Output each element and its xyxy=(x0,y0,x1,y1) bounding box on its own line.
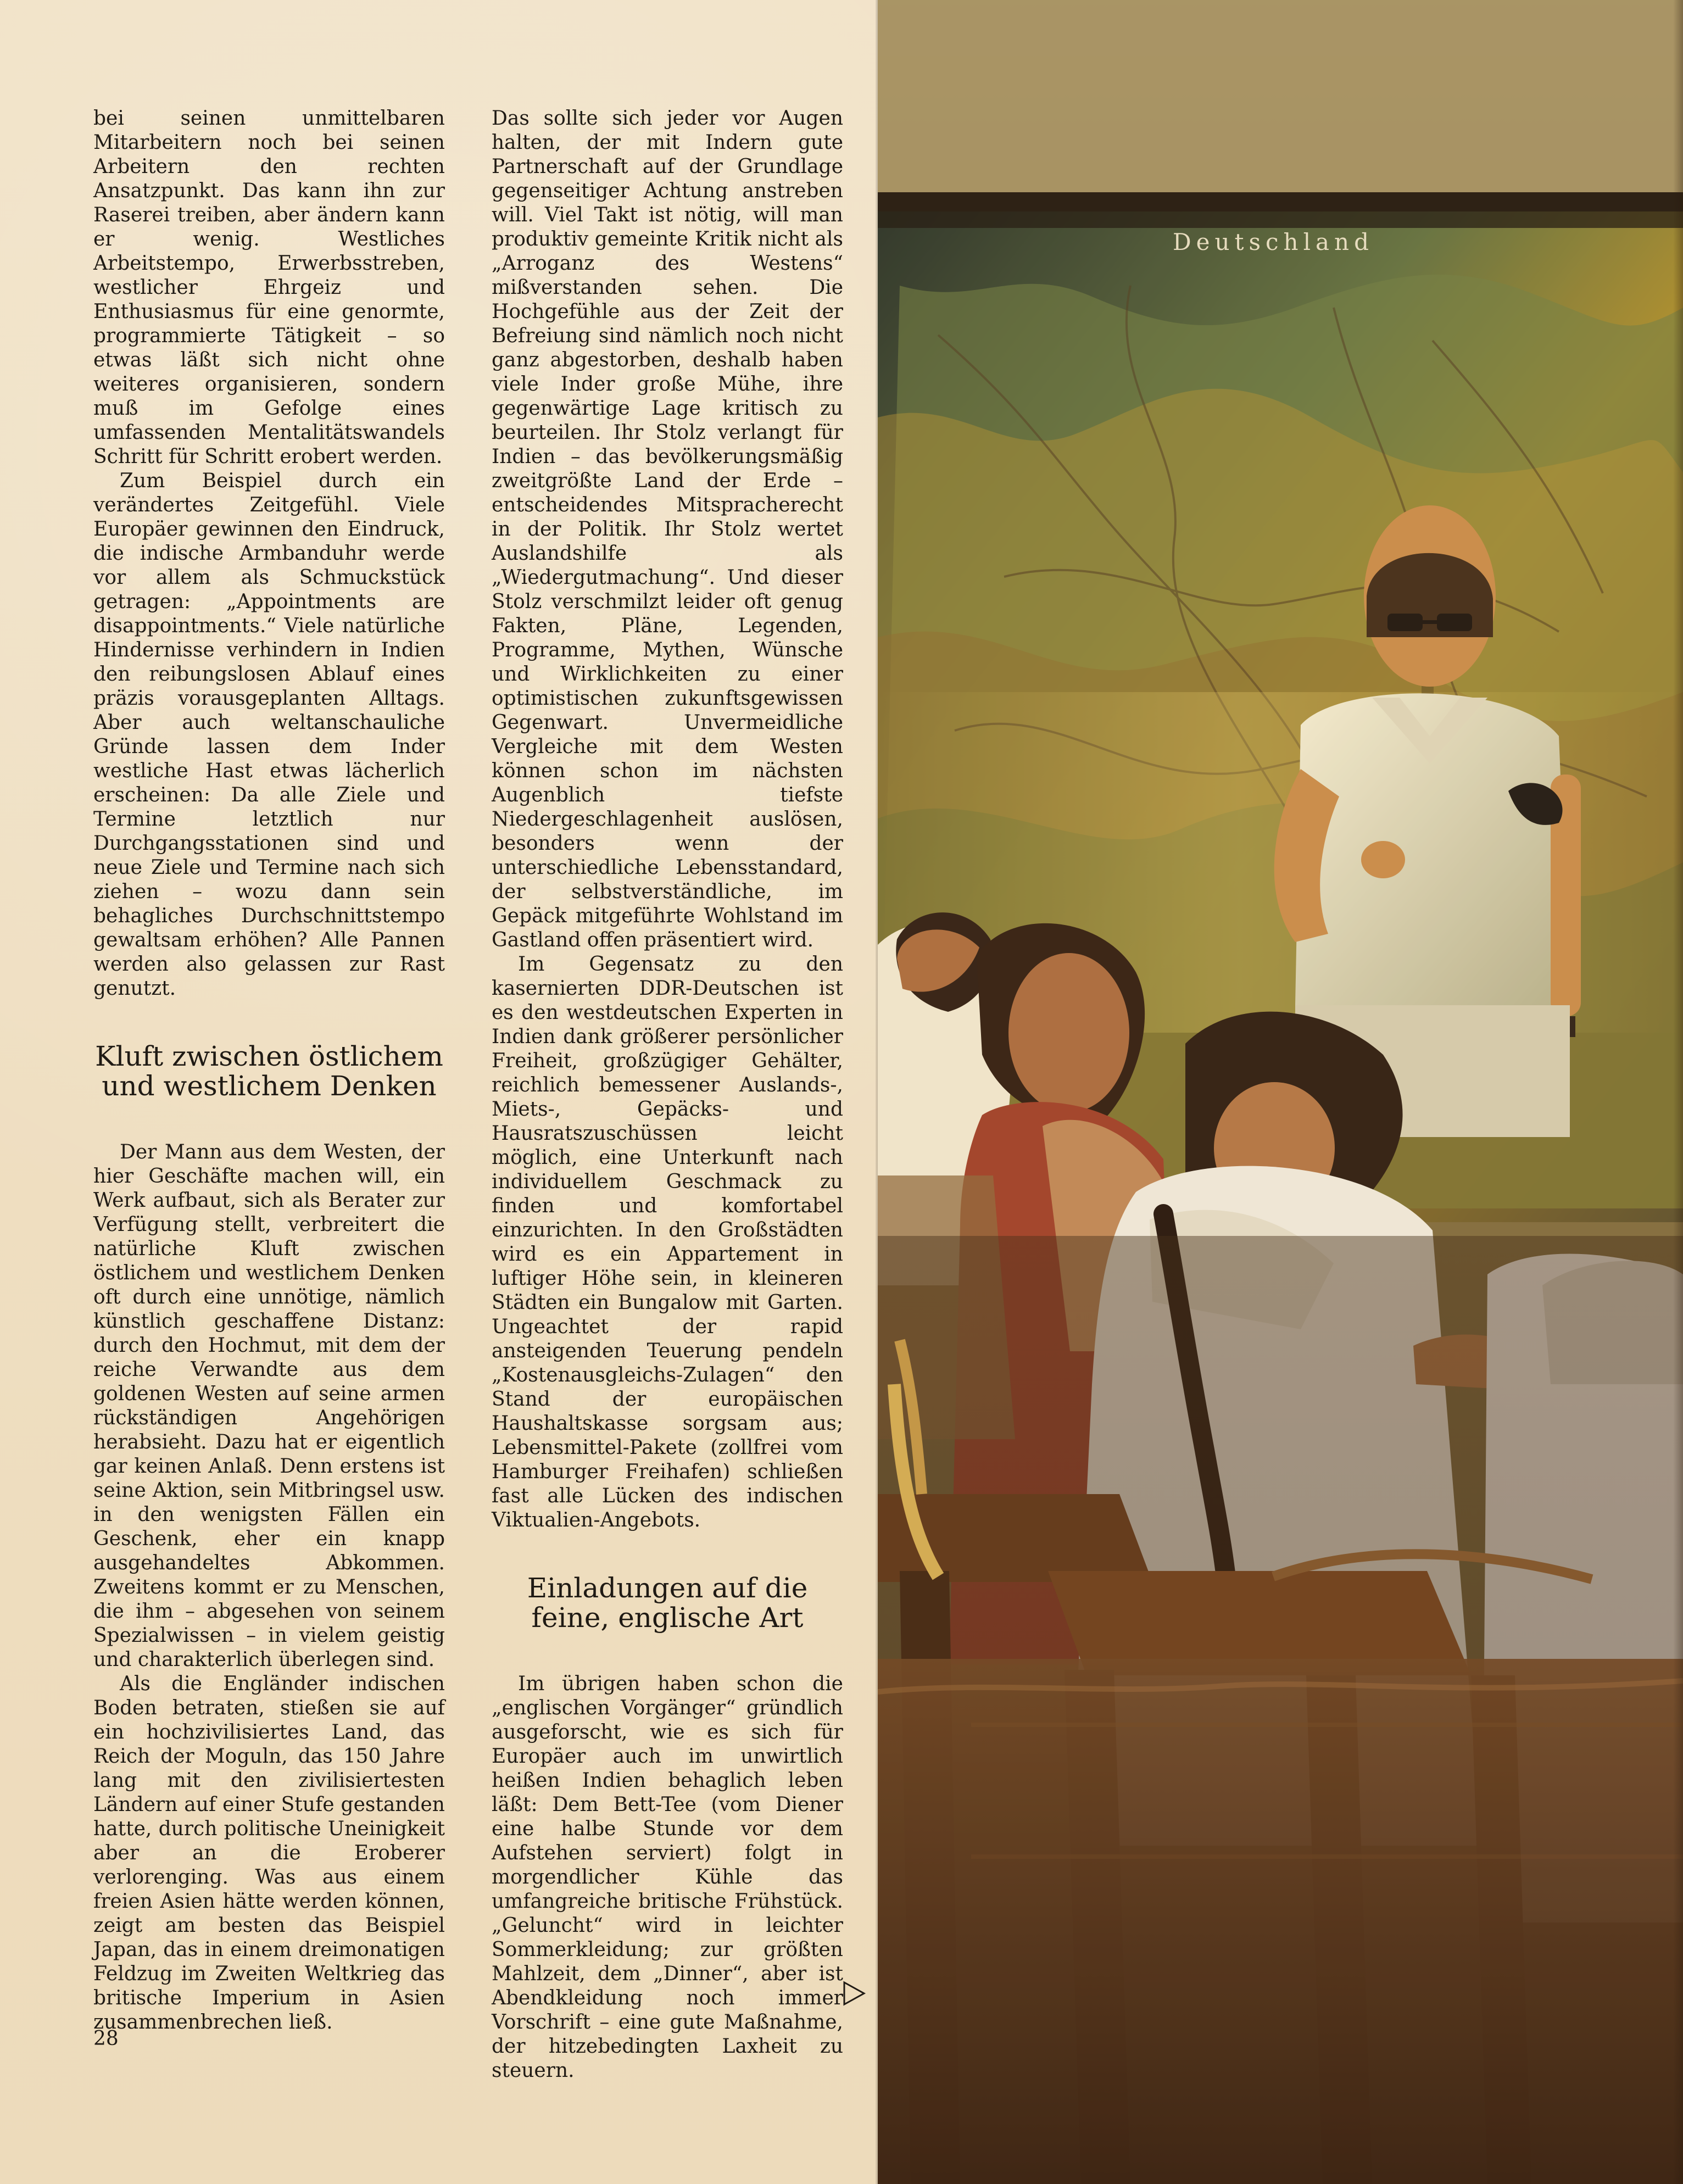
section-headline xyxy=(93,1041,445,1101)
page-number: 28 xyxy=(93,2027,119,2050)
section-headline-line: und westlichem Denken xyxy=(102,1070,437,1102)
article-paragraph: bei seinen unmittelbaren Mitarbeitern noch bei seinen Arbeitern den rechten Ansatzpunkt. Das kann ihn zur Raserei treiben, aber ändern kann er wenig. Westliches Arbeitstempo, Erwerbsstreben, westlicher Ehrgeiz und Enthusiasmus für eine genormte, programmierte Tätigkeit – so etwas läßt sich nicht ohne weiteres organisieren, sondern muß im Gefolge eines umfassenden Mentalitätswandels Schritt für Schritt erobert werden. xyxy=(93,107,445,468)
right-triangle-outline-icon xyxy=(841,1980,867,2007)
article-paragraph: Das sollte sich jeder vor Augen halten, der mit Indern gute Partnerschaft auf der Grundlage gegenseitiger Achtung anstreben will. Viel Takt ist nötig, will man produktiv gemeinte Kritik nicht als „Arroganz des Westens“ mißverstanden sehen. Die Hochgefühle aus der Zeit der Befreiung sind nämlich noch nicht ganz abgestorben, deshalb haben viele Inder große Mühe, ihre gegenwärtige Lage kritisch zu beurteilen. Ihr Stolz verlangt für Indien – das bevölkerungsmäßig zweitgrößte Land der Erde – entscheidendes Mitspracherecht in der Politik. Ihr Stolz wertet Auslandshilfe als „Wiedergutmachung“. Und dieser Stolz verschmilzt leider oft genug Fakten, Pläne, Legenden, Programme, Mythen, Wünsche und Wirklichkeiten zu einer optimistischen zukunftsgewissen Gegenwart. Unvermeidliche Vergleiche mit dem Westen können schon im nächsten Augenblich tiefste Niedergeschlagenheit auslösen, besonders wenn der unterschiedliche Lebensstandard, der selbstverständliche, im Gepäck mitgeführte Wohlstand im Gastland offen präsentiert wird. xyxy=(492,107,843,951)
section-headline-line: feine, englische Art xyxy=(531,1602,804,1634)
classroom-photo xyxy=(878,0,1683,2184)
right-text-column xyxy=(492,107,843,2083)
section-headline-line: Kluft zwischen östlichem xyxy=(95,1040,443,1072)
article-paragraph: Im übrigen haben schon die „englischen Vorgänger“ gründlich ausgeforscht, wie es sich für Europäer auch im unwirtlich heißen Indien behaglich leben läßt: Dem Bett-Tee (vom Diener eine halbe Stunde vor dem Aufstehen serviert) folgt in morgendlicher Kühle das umfangreiche britische Frühstück. „Geluncht“ wird in leichter Sommerkleidung; zur größten Mahlzeit, dem „Dinner“, aber ist Abendkleidung noch immer Vorschrift – eine gute Maßnahme, der hitzebedingten Laxheit zu steuern. xyxy=(492,1673,843,2082)
article-paragraph: Im Gegensatz zu den kasernierten DDR-Deutschen ist es den westdeutschen Experten in Indien dank größerer persönlicher Freiheit, großzügiger Gehälter, reichlich bemessener Auslands-, Miets-, Gepäcks- und Hausratszuschüssen leicht möglich, eine Unterkunft nach individuellem Geschmack zu finden und komfortabel einzurichten. In den Großstädten wird es ein Appartement in luftiger Höhe sein, in kleineren Städten ein Bungalow mit Garten. Ungeachtet der rapid ansteigenden Teuerung pendeln „Kostenausgleichs-Zulagen“ den Stand der europäischen Haushaltskasse sorgsam aus; Lebensmittel-Pakete (zollfrei vom Hamburger Freihafen) schließen fast alle Lücken des indischen Viktualien-Angebots. xyxy=(492,953,843,1531)
article-paragraph: Als die Engländer indischen Boden betraten, stießen sie auf ein hochzivilisiertes Land, das Reich der Moguln, das 150 Jahre lang mit den zivilisiertesten Ländern auf einer Stufe gestanden hatte, durch politische Uneinigkeit aber an die Eroberer verlorenging. Was aus einem freien Asien hätte werden können, zeigt am besten das Beispiel Japan, das in einem dreimonatigen Feldzug im Zweiten Weltkrieg das britische Imperium in Asien zusammenbrechen ließ. xyxy=(93,1673,445,2033)
section-headline xyxy=(492,1573,843,1633)
article-paragraph: Der Mann aus dem Westen, der hier Geschäfte machen will, ein Werk aufbaut, sich als Berater zur Verfügung stellt, verbreitert die natürliche Kluft zwischen östlichem und westlichem Denken oft durch eine unnötige, nämlich künstlich geschaffene Distanz: durch den Hochmut, mit dem der reiche Verwandte aus dem goldenen Westen auf seine armen rückständigen Angehörigen herabsieht. Dazu hat er eigentlich gar keinen Anlaß. Denn erstens ist seine Aktion, sein Mitbringsel usw. in den wenigsten Fällen ein Geschenk, eher ein knapp ausgehandeltes Abkommen. Zweitens kommt er zu Menschen, die ihm – abgesehen von seinem Spezialwissen – in vielem geistig und charakterlich überlegen sind. xyxy=(93,1141,445,1671)
photo-edge-shadow xyxy=(1673,0,1683,2184)
article-paragraph: Zum Beispiel durch ein verändertes Zeitgefühl. Viele Europäer gewinnen den Eindruck, die indische Armbanduhr werde vor allem als Schmuckstück getragen: „Appointments are disappointments.“ Viele natürliche Hindernisse verhindern in Indien den reibungslosen Ablauf eines präzis vorausgeplanten Alltags. Aber auch weltanschauliche Gründe lassen dem Inder westliche Hast etwas lächerlich erscheinen: Da alle Ziele und Termine letztlich nur Durchgangsstationen sind und neue Ziele und Termine nach sich ziehen – wozu dann sein behagliches Durchschnittstempo gewaltsam erhöhen? Alle Pannen werden also gelassen zur Rast genutzt. xyxy=(93,470,445,1000)
classroom-illustration xyxy=(878,0,1683,2184)
left-text-column xyxy=(93,107,445,2035)
section-headline-line: Einladungen auf die xyxy=(527,1572,808,1604)
